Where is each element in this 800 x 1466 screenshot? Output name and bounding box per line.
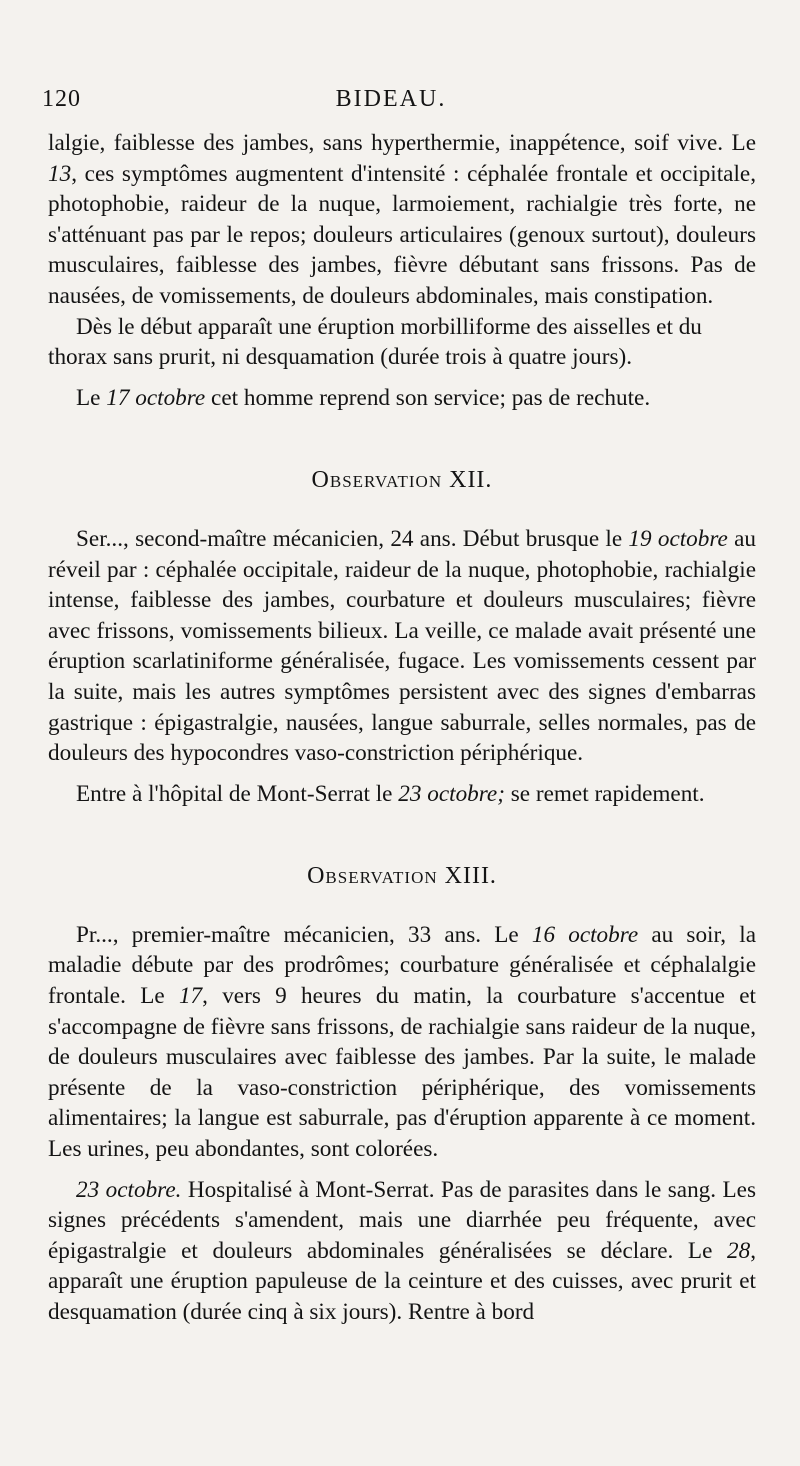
observation-13-followup <box>48 1175 756 1328</box>
text-span: , ces symptômes augmentent d'intensité : céphalée frontale et occipitale, photophobie, raideur de la nuque, larmoiement, rachialgie très forte, ne s'atténuant pas par le repos; douleurs articulaires (genoux surtout), douleurs musculaires, faiblesse des jambes, fièvre débutant sans frissons. Pas de nausées, de vomissements, de douleurs abdominales, mais constipation. <box>48 160 756 309</box>
observation-13-heading: Observation XIII. <box>307 863 497 890</box>
observation-12-outcome <box>48 779 756 810</box>
page-header <box>42 86 740 126</box>
text-span: Pr..., premier-maître mécanicien, 33 ans. Le <box>76 921 532 948</box>
text-span: se remet rapidement. <box>504 780 705 807</box>
observation-12-paragraph <box>48 524 756 769</box>
date-italic: 28 <box>727 1237 751 1264</box>
text-span: au réveil par : céphalée occipitale, raideur de la nuque, photophobie, rachialgie intense, faiblesse des jambes, courbature et douleurs musculaires; fièvre avec frissons, vomissements bilieux. La veille, ce malade avait présenté une éruption scarlatiniforme généralisée, fugace. Les vomissements cessent par la suite, mais les autres symptômes persistent avec des signes d'embarras gastrique : épigastralgie, nausées, langue saburrale, selles normales, pas de douleurs des hypocondres vaso-constriction périphérique. <box>48 525 756 767</box>
date-italic: 17 octobre <box>106 384 206 411</box>
page-body <box>48 128 756 1328</box>
paragraph-eruption: Dès le début apparaît une éruption morbilliforme des aisselles et du thorax sans prurit, ni desquamation (durée trois à quatre jours). <box>48 313 702 371</box>
date-italic: 23 octobre; <box>398 780 505 807</box>
text-span: Entre à l'hôpital de Mont-Serrat le <box>76 780 399 807</box>
text-span: Le <box>76 384 107 411</box>
date-italic: 23 octobre. <box>76 1176 182 1203</box>
paragraph-outcome <box>48 383 756 414</box>
text-span: , apparaît une éruption papuleuse de la ceinture et des cuisses, avec prurit et desquamation (durée cinq à six jours). Rentre à bord <box>48 1237 756 1325</box>
text-span: Hospitalisé à Mont-Serrat. Pas de parasites dans le sang. Les signes précédents s'amendent, mais une diarrhée peu fréquente, avec épigastralgie et douleurs abdominales généralisées se déclare. Le <box>48 1176 756 1264</box>
date-italic: 19 octobre <box>628 525 728 552</box>
date-italic: 17 <box>178 983 203 1010</box>
date-italic: 16 octobre <box>531 921 639 948</box>
observation-12-heading: Observation XII. <box>311 467 493 494</box>
running-head: BIDEAU. <box>335 86 447 112</box>
text-span: au soir, la maladie débute par des prodrômes; courbature généralisée et céphalalgie frontale. Le <box>48 921 756 1010</box>
text-span: , vers 9 heures du matin, la courbature s'accentue et s'accompagne de fièvre sans frissons, de rachialgie sans raideur de la nuque, de douleurs musculaires avec faiblesse des jambes. Par la suite, le malade présente de la vaso-constriction périphérique, des vomissements alimentaires; la langue est saburrale, pas d'éruption apparente à ce moment. Les urines, peu abondantes, sont colorées. <box>48 983 756 1163</box>
text-span: Ser..., second-maître mécanicien, 24 ans. Début brusque le <box>76 525 629 552</box>
text-span: cet homme reprend son service; pas de rechute. <box>205 384 651 411</box>
page-number: 120 <box>42 86 81 112</box>
paragraph-continuation <box>48 128 756 312</box>
observation-13-paragraph <box>48 920 756 1165</box>
text-span: lalgie, faiblesse des jambes, sans hyperthermie, inappétence, soif vive. Le <box>48 130 756 156</box>
date-italic: 13 <box>48 160 72 187</box>
